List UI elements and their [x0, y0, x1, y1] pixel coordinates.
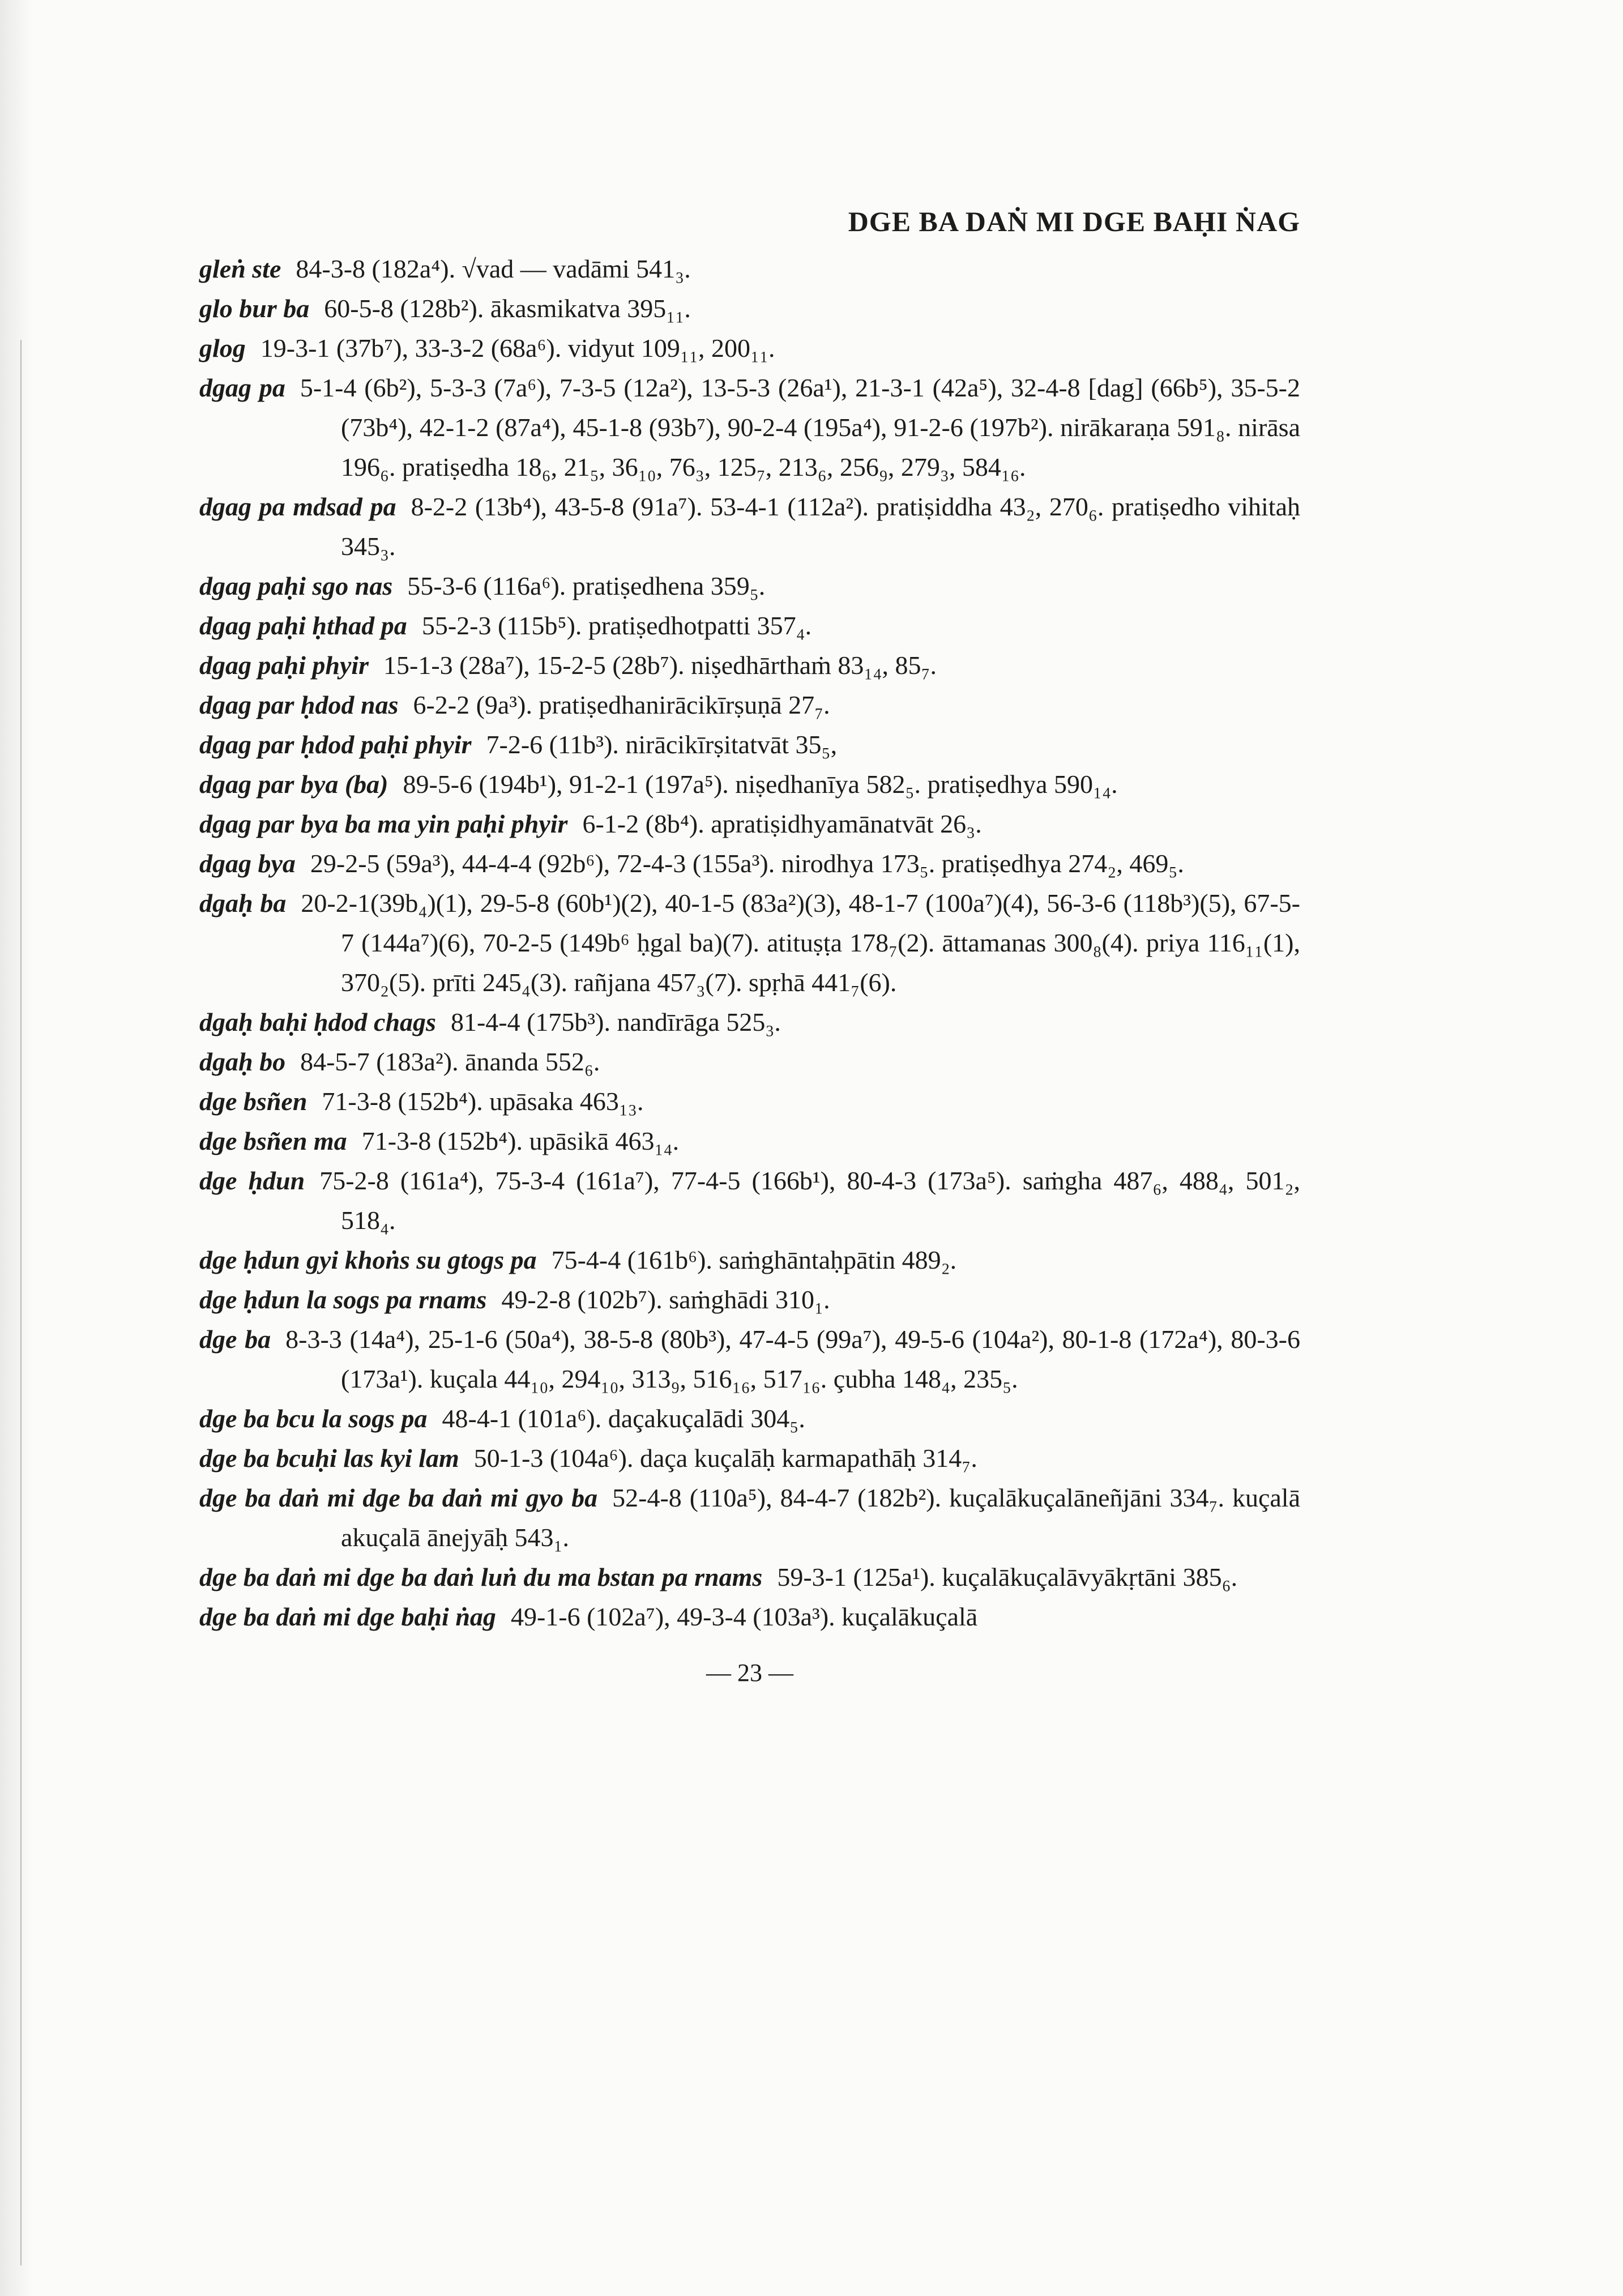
dictionary-entry [199, 1161, 1300, 1240]
entry-headword: dgag par bya (ba) [199, 770, 388, 799]
dictionary-entry [199, 1042, 1300, 1082]
dictionary-entry [199, 1121, 1300, 1161]
dictionary-entry [199, 1399, 1300, 1439]
dictionary-entry [199, 1478, 1300, 1557]
entry-text: 71-3-8 (152b⁴). upāsaka 463₁₃. [322, 1087, 644, 1116]
entry-text: 7-2-6 (11b³). nirācikīrṣitatvāt 35₅, [486, 730, 838, 759]
dictionary-entry [199, 685, 1300, 725]
entry-headword: dgag par ḥdod nas [199, 690, 399, 719]
dictionary-entry [199, 804, 1300, 844]
entry-text: 75-2-8 (161a⁴), 75-3-4 (161a⁷), 77-4-5 (166b¹), 80-4-3 (173a⁵). saṁgha 487₆, 488₄, 501₂, 518₄. [319, 1166, 1301, 1235]
dictionary-entry [199, 1597, 1300, 1637]
entry-text: 8-2-2 (13b⁴), 43-5-8 (91a⁷). 53-4-1 (112a²). pratiṣiddha 43₂, 270₆. pratiṣedho vihitaḥ 345₃. [341, 492, 1301, 561]
entry-list [199, 249, 1300, 1637]
dictionary-entry [199, 1280, 1300, 1320]
entry-text: 84-3-8 (182a⁴). √vad — vadāmi 541₃. [296, 254, 691, 283]
entry-text: 49-2-8 (102b⁷). saṁghādi 310₁. [501, 1285, 830, 1314]
entry-text: 75-4-4 (161b⁶). saṁghāntaḥpātin 489₂. [551, 1245, 957, 1274]
entry-text: 49-1-6 (102a⁷), 49-3-4 (103a³). kuçalākuçalā [510, 1602, 978, 1631]
dictionary-entry [199, 765, 1300, 804]
entry-headword: dgag paḥi phyir [199, 651, 369, 680]
dictionary-page [199, 205, 1300, 1687]
entry-text: 52-4-8 (110a⁵), 84-4-7 (182b²). kuçalākuçalāneñjāni 334₇. kuçalā akuçalā ānejyāḥ 543₁. [341, 1483, 1300, 1552]
entry-text: 5-1-4 (6b²), 5-3-3 (7a⁶), 7-3-5 (12a²), 13-5-3 (26a¹), 21-3-1 (42a⁵), 32-4-8 [dag] (66b⁵), 35-5-2 (73b⁴), 42-1-2 (87a⁴), 45-1-8 (93b⁷), 90-2-4 (195a⁴), 91-2-6 (197b²). nirākaraṇa 591₈. nirāsa 196₆. pratiṣedha 18₆, 21₅, 36₁₀, 76₃, 125₇, 213₆, 256₉, 279₃, 584₁₆. [300, 373, 1301, 481]
entry-headword: dgaḥ ba [199, 889, 287, 917]
dictionary-entry [199, 1439, 1300, 1478]
entry-text: 19-3-1 (37b⁷), 33-3-2 (68a⁶). vidyut 109₁₁, 200₁₁. [260, 334, 775, 362]
entry-text: 55-2-3 (115b⁵). pratiṣedhotpatti 357₄. [421, 611, 812, 640]
entry-text: 60-5-8 (128b²). ākasmikatva 395₁₁. [324, 294, 691, 323]
scan-edge-shadow [0, 0, 33, 2296]
entry-text: 6-1-2 (8b⁴). apratiṣidhyamānatvāt 26₃. [582, 809, 982, 838]
dictionary-entry [199, 289, 1300, 328]
entry-text: 8-3-3 (14a⁴), 25-1-6 (50a⁴), 38-5-8 (80b³), 47-4-5 (99a⁷), 49-5-6 (104a²), 80-1-8 (172a⁴), 80-3-6 (173a¹). kuçala 44₁₀, 294₁₀, 313₉, 516₁₆, 517₁₆. çubha 148₄, 235₅. [285, 1325, 1301, 1393]
scan-binding-line [20, 340, 22, 2265]
entry-headword: dge ḥdun gyi khoṅs su gtogs pa [199, 1245, 537, 1274]
entry-text: 59-3-1 (125a¹). kuçalākuçalāvyākṛtāni 385₆. [777, 1563, 1238, 1591]
entry-text: 55-3-6 (116a⁶). pratiṣedhena 359₅. [407, 571, 766, 600]
dictionary-entry [199, 725, 1300, 765]
dictionary-entry [199, 606, 1300, 646]
dictionary-entry [199, 884, 1300, 1002]
dictionary-entry [199, 1082, 1300, 1121]
entry-headword: dgag paḥi sgo nas [199, 571, 393, 600]
dictionary-entry [199, 368, 1300, 487]
page-number: — 23 — [706, 1659, 793, 1687]
entry-headword: dge ba daṅ mi dge ba daṅ luṅ du ma bstan pa rnams [199, 1563, 763, 1591]
entry-headword: dge ba daṅ mi dge baḥi ṅag [199, 1602, 496, 1631]
entry-headword: dge bsñen ma [199, 1126, 347, 1155]
entry-text: 15-1-3 (28a⁷), 15-2-5 (28b⁷). niṣedhārthaṁ 83₁₄, 85₇. [383, 651, 937, 680]
entry-headword: dgag paḥi ḥthad pa [199, 611, 407, 640]
entry-text: 20-2-1(39b₄)(1), 29-5-8 (60b¹)(2), 40-1-5 (83a²)(3), 48-1-7 (100a⁷)(4), 56-3-6 (118b³)(5), 67-5-7 (144a⁷)(6), 70-2-5 (149b⁶ ḥgal ba)(7). atituṣṭa 178₇(2). āttamanas 300₈(4). priya 116₁₁(1), 370₂(5). prīti 245₄(3). rañjana 457₃(7). spṛhā 441₇(6). [301, 889, 1300, 997]
entry-text: 89-5-6 (194b¹), 91-2-1 (197a⁵). niṣedhanīya 582₅. pratiṣedhya 590₁₄. [403, 770, 1118, 799]
entry-headword: dgag pa mdsad pa [199, 492, 396, 521]
entry-text: 48-4-1 (101a⁶). daçakuçalādi 304₅. [442, 1404, 805, 1433]
entry-headword: dge ba [199, 1325, 271, 1354]
entry-headword: dgaḥ baḥi ḥdod chags [199, 1008, 436, 1036]
dictionary-entry [199, 1240, 1300, 1280]
entry-headword: glog [199, 334, 246, 362]
entry-headword: dge ḥdun [199, 1166, 305, 1195]
entry-text: 84-5-7 (183a²). ānanda 552₆. [300, 1047, 600, 1076]
dictionary-entry [199, 566, 1300, 606]
entry-text: 71-3-8 (152b⁴). upāsikā 463₁₄. [361, 1126, 680, 1155]
entry-headword: gleṅ ste [199, 254, 281, 283]
entry-text: 81-4-4 (175b³). nandīrāga 525₃. [450, 1008, 781, 1036]
dictionary-entry [199, 1320, 1300, 1399]
entry-headword: dgag pa [199, 373, 285, 402]
entry-text: 29-2-5 (59a³), 44-4-4 (92b⁶), 72-4-3 (155a³). nirodhya 173₅. pratiṣedhya 274₂, 469₅. [310, 849, 1184, 878]
entry-headword: dgag par bya ba ma yin paḥi phyir [199, 809, 568, 838]
dictionary-entry [199, 487, 1300, 566]
entry-headword: glo bur ba [199, 294, 310, 323]
entry-headword: dge ba bcuḥi las kyi lam [199, 1444, 459, 1473]
dictionary-entry [199, 328, 1300, 368]
entry-headword: dgag par ḥdod paḥi phyir [199, 730, 472, 759]
running-head: DGE BA DAṄ MI DGE BAḤI ṄAG [848, 206, 1300, 237]
entry-headword: dge ba daṅ mi dge ba daṅ mi gyo ba [199, 1483, 598, 1512]
entry-headword: dge ba bcu la sogs pa [199, 1404, 428, 1433]
entry-headword: dgaḥ bo [199, 1047, 286, 1076]
entry-headword: dge ḥdun la sogs pa rnams [199, 1285, 487, 1314]
dictionary-entry [199, 1002, 1300, 1042]
entry-text: 50-1-3 (104a⁶). daça kuçalāḥ karmapathāḥ 314₇. [473, 1444, 977, 1473]
dictionary-entry [199, 646, 1300, 685]
entry-text: 6-2-2 (9a³). pratiṣedhanirācikīrṣuṇā 27₇. [413, 690, 830, 719]
entry-headword: dgag bya [199, 849, 296, 878]
dictionary-entry [199, 249, 1300, 289]
dictionary-entry [199, 1557, 1300, 1597]
entry-headword: dge bsñen [199, 1087, 307, 1116]
dictionary-entry [199, 844, 1300, 884]
